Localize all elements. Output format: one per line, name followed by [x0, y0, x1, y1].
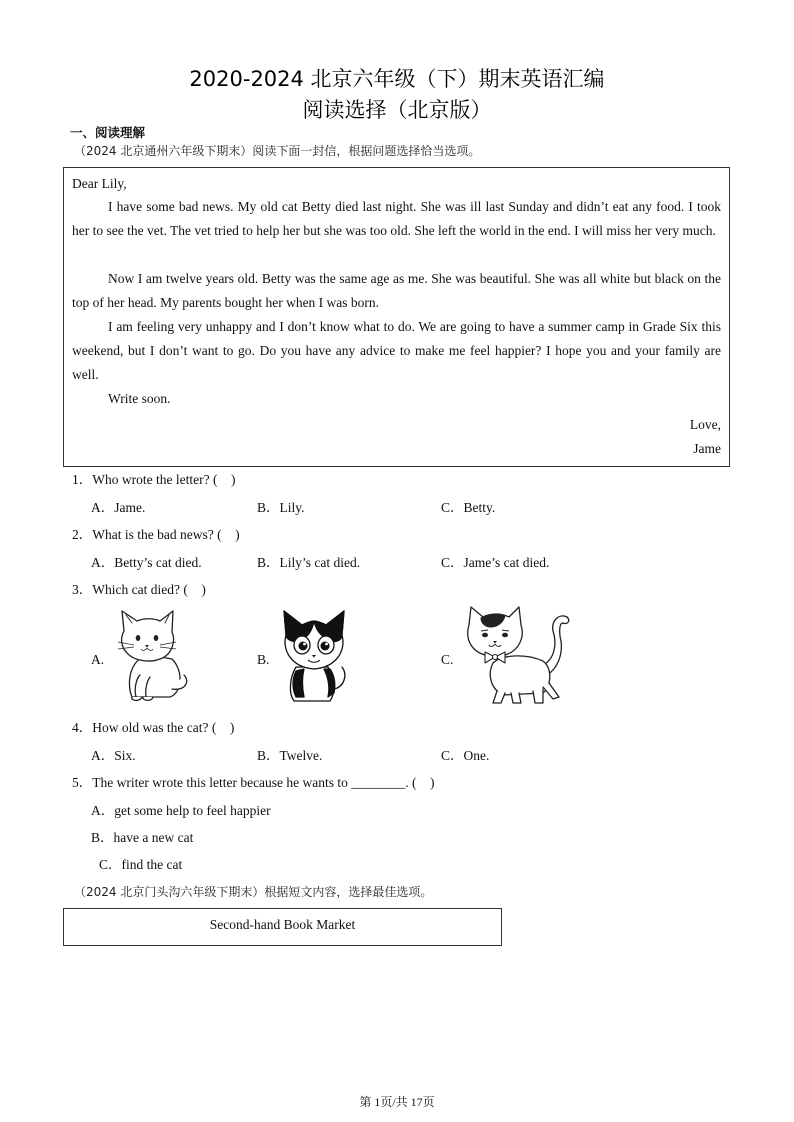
question-5-stem: 5．The writer wrote this letter because he wants to ________. ( ): [72, 775, 435, 790]
question-1-option-a[interactable]: A．Jame.: [91, 500, 146, 515]
letter-closing: Love,: [689, 417, 721, 432]
question-4-option-a[interactable]: A．Six.: [91, 748, 136, 763]
cartoon-patched-cat-image: [278, 605, 350, 705]
question-1-stem: 1．Who wrote the letter? ( ): [72, 472, 236, 487]
doc-title-line1: 2020-2024 北京六年级（下）期末英语汇编: [189, 67, 605, 91]
letter-paragraph-1: I have some bad news. My old cat Betty died last night. She was ill last Sunday and didn’t eat any food. I took her to see the vet. The vet tried to help her but she was too old. She left the world in the end. I will miss her very much.: [72, 199, 721, 238]
question-4-option-c[interactable]: C．One.: [441, 748, 490, 763]
book-market-title: Second-hand Book Market: [209, 917, 356, 932]
white-cat-image: [110, 605, 192, 705]
section1-source: （2024 北京通州六年级下期末）阅读下面一封信，根据问题选择恰当选项。: [74, 144, 481, 158]
section-heading: 一、阅读理解: [70, 125, 146, 140]
question-5-option-b[interactable]: B．have a new cat: [91, 830, 194, 845]
question-5-option-a[interactable]: A．get some help to feel happier: [91, 803, 271, 818]
question-2-option-b[interactable]: B．Lily’s cat died.: [257, 555, 361, 570]
question-2-stem: 2．What is the bad news? ( ): [72, 527, 240, 542]
letter-box: [63, 167, 730, 467]
walking-cat-with-bow-image: [463, 603, 575, 707]
question-3-option-b[interactable]: B.: [257, 652, 270, 667]
section2-source: （2024 北京门头沟六年级下期末）根据短文内容，选择最佳选项。: [74, 885, 433, 899]
question-4-option-b[interactable]: B．Twelve.: [257, 748, 323, 763]
page-footer: 第 1页/共 17页: [359, 1095, 435, 1109]
question-3-option-c[interactable]: C.: [441, 652, 454, 667]
letter-greeting: Dear Lily,: [72, 176, 127, 191]
question-1-option-c[interactable]: C．Betty.: [441, 500, 496, 515]
letter-signature: Jame: [693, 441, 721, 456]
question-4-stem: 4．How old was the cat? ( ): [72, 720, 235, 735]
question-3-stem: 3．Which cat died? ( ): [72, 582, 206, 597]
letter-paragraph-2: Now I am twelve years old. Betty was the same age as me. She was beautiful. She was all white but black on the top of her head. My parents bought her when I was born.: [72, 271, 721, 310]
book-market-box: [63, 908, 502, 946]
doc-title-line2: 阅读选择（北京版）: [302, 98, 492, 122]
letter-paragraph-4: Write soon.: [108, 391, 171, 406]
letter-paragraph-3: I am feeling very unhappy and I don’t know what to do. We are going to have a summer camp in Grade Six this weekend, but I don’t want to go. Do you have any advice to make me feel happier? I hope you and your family are well.: [72, 319, 721, 382]
question-5-option-c[interactable]: C．find the cat: [99, 857, 183, 872]
question-1-option-b[interactable]: B．Lily.: [257, 500, 305, 515]
question-3-option-a[interactable]: A.: [91, 652, 105, 667]
question-2-option-c[interactable]: C．Jame’s cat died.: [441, 555, 550, 570]
question-2-option-a[interactable]: A．Betty’s cat died.: [91, 555, 202, 570]
